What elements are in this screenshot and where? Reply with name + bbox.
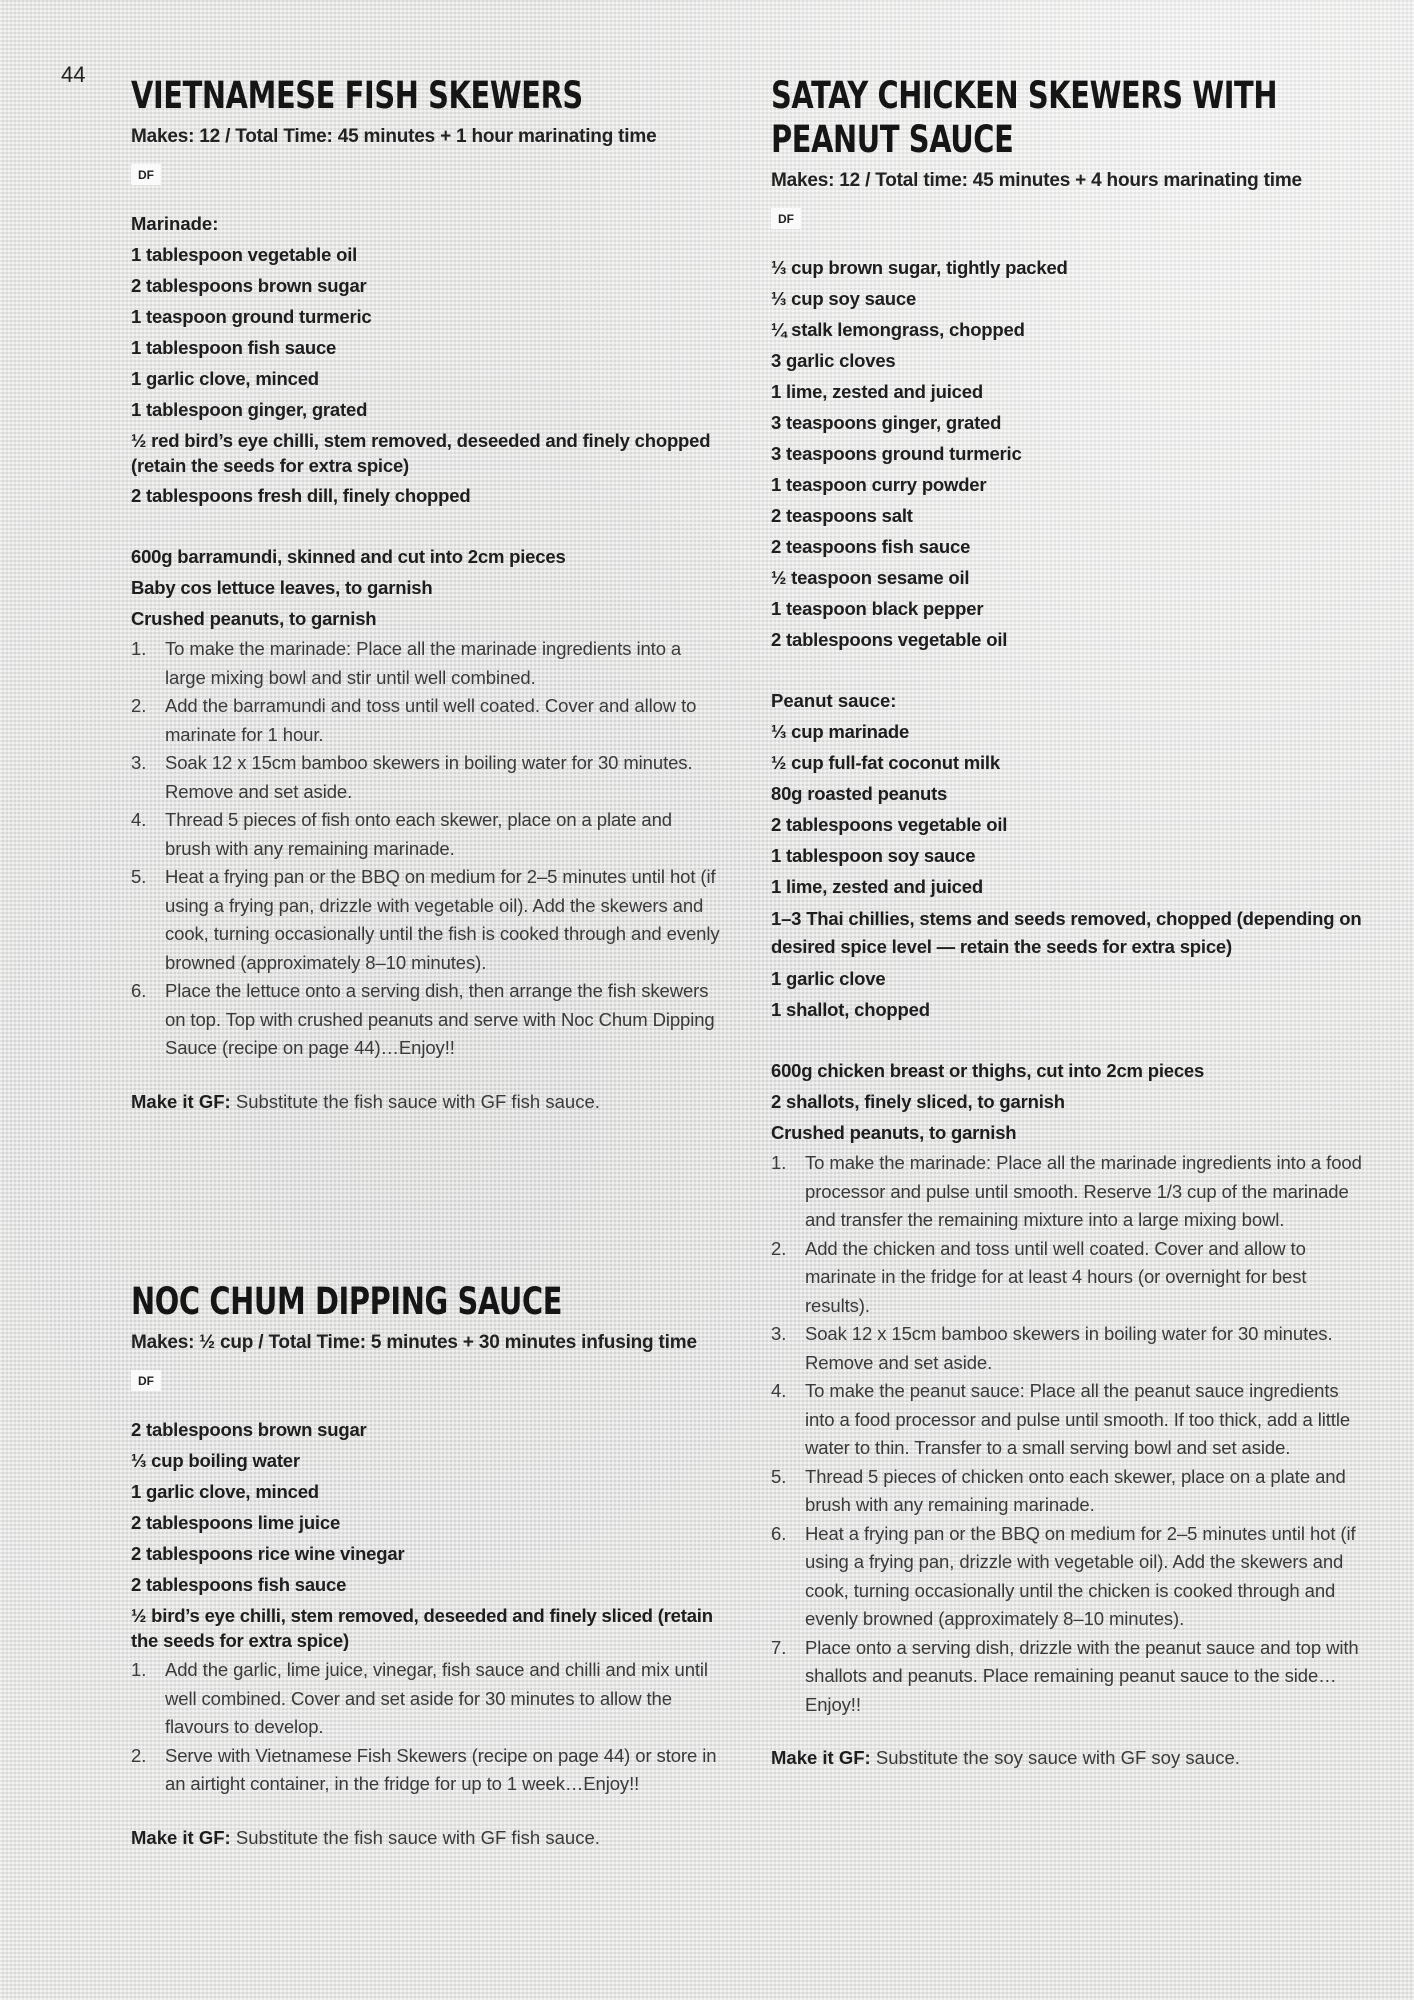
ingredient: 600g barramundi, skinned and cut into 2cm pieces (131, 546, 566, 567)
ingredient: 1 tablespoon soy sauce (771, 845, 976, 866)
step-number: 4. (131, 809, 147, 830)
marinade-heading: Marinade: (131, 213, 219, 234)
method-steps (131, 1656, 721, 1799)
gf-note (131, 1089, 721, 1115)
ingredient: 2 tablespoons brown sugar (131, 275, 367, 296)
ingredient: ¼ stalk lemongrass, chopped (771, 319, 1025, 340)
ingredient: 1 tablespoon fish sauce (131, 337, 337, 358)
marinade-list (771, 253, 1371, 656)
marinade-group (131, 209, 721, 512)
ingredients-list (131, 1415, 721, 1656)
ingredient: 600g chicken breast or thighs, cut into 2cm pieces (771, 1060, 1205, 1081)
step-text: Add the barramundi and toss until well coated. Cover and allow to marinate for 1 hour. (165, 695, 697, 745)
method-step (771, 1149, 1371, 1235)
recipe-vietnamese-fish-skewers (131, 74, 721, 1133)
step-text: Heat a frying pan or the BBQ on medium for 2–5 minutes until hot (if using a frying pan, drizzle with vegetable oil). Add the skewers and cook, turning occasionally until the chicken is cooked through and evenly browned (approximately 8–10 minutes). (805, 1522, 1356, 1629)
method-step (771, 1377, 1371, 1463)
ingredient: ½ red bird’s eye chilli, stem removed, deseeded and finely chopped (retain the seeds for extra spice) (131, 430, 711, 476)
step-number: 2. (771, 1237, 787, 1259)
gf-note (131, 1825, 721, 1851)
ingredient: 3 garlic cloves (771, 350, 896, 371)
ingredient: 1 tablespoon vegetable oil (131, 244, 358, 265)
marinade-list (131, 240, 721, 512)
ingredient: 1 teaspoon ground turmeric (131, 306, 372, 327)
page-number: 44 (61, 62, 86, 87)
method-step (771, 1320, 1371, 1377)
method-steps (131, 635, 721, 1063)
step-text: Add the chicken and toss until well coated. Cover and allow to marinate in the fridge for at least 4 hours (or overnight for best results). (805, 1237, 1307, 1316)
step-number: 3. (771, 1323, 787, 1344)
step-text: Thread 5 pieces of chicken onto each skewer, place on a plate and brush with any remaining marinade. (805, 1465, 1346, 1515)
recipe-satay-chicken-skewers (771, 74, 1371, 1790)
recipe-meta: Makes: 12 / Total time: 45 minutes + 4 hours marinating time (771, 170, 1302, 191)
ingredient: ⅓ cup boiling water (131, 1450, 300, 1471)
ingredient: ⅓ cup marinade (771, 721, 910, 742)
step-text: Serve with Vietnamese Fish Skewers (recipe on page 44) or store in an airtight container, in the fridge for up to 1 week…Enjoy!! (165, 1744, 717, 1794)
method-steps (771, 1149, 1371, 1719)
step-number: 6. (771, 1522, 787, 1544)
step-number: 2. (131, 695, 147, 716)
method-step (131, 635, 721, 692)
main-ingredients-group (131, 542, 721, 635)
ingredient: 80g roasted peanuts (771, 783, 948, 804)
peanut-sauce-heading: Peanut sauce: (771, 690, 897, 711)
gf-text: Substitute the fish sauce with GF fish sauce. (230, 1090, 600, 1112)
step-number: 1. (771, 1152, 787, 1173)
step-number: 3. (131, 752, 147, 773)
recipe-title: NOC CHUM DIPPING SAUCE (131, 1280, 563, 1323)
step-number: 2. (131, 1744, 147, 1766)
peanut-sauce-group (771, 686, 1371, 1026)
ingredient: 2 tablespoons vegetable oil (771, 814, 1008, 835)
ingredient: 2 tablespoons fish sauce (131, 1574, 347, 1595)
ingredient: 1 teaspoon black pepper (771, 598, 984, 619)
gf-label: Make it GF: (131, 1826, 231, 1848)
step-number: 6. (131, 980, 147, 1001)
recipe-meta: Makes: ½ cup / Total Time: 5 minutes + 30 minutes infusing time (131, 1332, 697, 1353)
gf-text: Substitute the soy sauce with GF soy sauce. (870, 1747, 1240, 1768)
ingredient: 2 tablespoons vegetable oil (771, 629, 1008, 650)
peanut-sauce-list (771, 717, 1371, 1026)
method-step (131, 863, 721, 977)
ingredient: 1 lime, zested and juiced (771, 876, 983, 897)
step-number: 7. (771, 1636, 787, 1658)
method-step (771, 1235, 1371, 1321)
ingredient: Crushed peanuts, to garnish (771, 1122, 1017, 1143)
main-ingredients-group (771, 1056, 1371, 1149)
method-step (771, 1463, 1371, 1520)
step-text: Thread 5 pieces of fish onto each skewer, place on a plate and brush with any remaining marinade. (165, 809, 672, 859)
method-step (131, 1742, 721, 1799)
ingredient: 1 lime, zested and juiced (771, 381, 983, 402)
method-step (771, 1520, 1371, 1634)
step-text: Soak 12 x 15cm bamboo skewers in boiling water for 30 minutes. Remove and set aside. (805, 1323, 1333, 1373)
step-number: 4. (771, 1380, 787, 1401)
ingredient: 2 tablespoons lime juice (131, 1512, 341, 1533)
ingredient: 1 teaspoon curry powder (771, 474, 987, 495)
step-text: Place onto a serving dish, drizzle with the peanut sauce and top with shallots and peanuts. Place remaining peanut sauce to the side…Enjoy!! (805, 1636, 1359, 1715)
method-step (771, 1634, 1371, 1720)
step-number: 1. (131, 638, 147, 659)
ingredient: Baby cos lettuce leaves, to garnish (131, 577, 433, 598)
ingredient: ½ teaspoon sesame oil (771, 567, 970, 588)
ingredient: 2 tablespoons fresh dill, finely chopped (131, 485, 471, 506)
ingredient: 1 garlic clove (771, 968, 886, 989)
gf-label: Make it GF: (771, 1747, 871, 1768)
recipe-title: VIETNAMESE FISH SKEWERS (131, 74, 583, 117)
step-number: 1. (131, 1659, 147, 1680)
step-text: Place the lettuce onto a serving dish, then arrange the fish skewers on top. Top with crushed peanuts and serve with Noc Chum Dipping Sauce (recipe on page 44)…Enjoy!! (165, 980, 715, 1058)
ingredient: ½ bird’s eye chilli, stem removed, deseeded and finely sliced (retain the seeds for extra spice) (131, 1605, 713, 1651)
method-step (131, 749, 721, 806)
step-text: Heat a frying pan or the BBQ on medium for 2–5 minutes until hot (if using a frying pan, drizzle with vegetable oil). Add the skewers and cook, turning occasionally until the fish is cooked through and evenly browned (approximately 8–10 minutes). (165, 866, 720, 973)
ingredient: Crushed peanuts, to garnish (131, 608, 377, 629)
ingredient: 2 tablespoons brown sugar (131, 1419, 367, 1440)
ingredient: ½ cup full-fat coconut milk (771, 752, 1000, 773)
dairy-free-badge: DF (131, 164, 161, 185)
dairy-free-badge: DF (131, 1370, 161, 1391)
step-number: 5. (771, 1465, 787, 1487)
recipe-title-line-1: SATAY CHICKEN SKEWERS WITH (771, 74, 1278, 117)
main-ingredients-list (131, 542, 721, 635)
recipe-title (771, 74, 1278, 162)
recipe-noc-chum-dipping-sauce (131, 1280, 721, 1869)
step-text: To make the marinade: Place all the marinade ingredients into a food processor and pulse until smooth. Reserve 1/3 cup of the marinade and transfer the remaining mixture into a large mixing bowl. (805, 1152, 1362, 1230)
step-text: To make the peanut sauce: Place all the peanut sauce ingredients into a food processor and pulse until smooth. If too thick, add a little water to thin. Transfer to a small serving bowl and set aside. (805, 1380, 1351, 1458)
ingredient: 1–3 Thai chillies, stems and seeds removed, chopped (depending on desired spice level — retain the seeds for extra spice) (771, 908, 1362, 957)
ingredient: ⅓ cup brown sugar, tightly packed (771, 257, 1068, 278)
ingredient: 3 teaspoons ginger, grated (771, 412, 1002, 433)
recipe-meta: Makes: 12 / Total Time: 45 minutes + 1 hour marinating time (131, 126, 657, 147)
ingredient: 2 shallots, finely sliced, to garnish (771, 1091, 1065, 1112)
dairy-free-badge: DF (771, 208, 801, 229)
ingredient: 2 tablespoons rice wine vinegar (131, 1543, 405, 1564)
step-text: Add the garlic, lime juice, vinegar, fish sauce and chilli and mix until well combined. Cover and set aside for 30 minutes to allow the flavours to develop. (165, 1659, 708, 1737)
recipe-title-line-2: PEANUT SAUCE (771, 118, 1014, 161)
ingredient: 1 tablespoon ginger, grated (131, 399, 368, 420)
gf-text: Substitute the fish sauce with GF fish sauce. (230, 1826, 600, 1848)
gf-label: Make it GF: (131, 1090, 231, 1112)
ingredient: 2 teaspoons fish sauce (771, 536, 971, 557)
ingredient: 1 garlic clove, minced (131, 1481, 319, 1502)
marinade-group (771, 253, 1371, 656)
gf-note (771, 1745, 1371, 1771)
method-step (131, 977, 721, 1063)
step-text: Soak 12 x 15cm bamboo skewers in boiling water for 30 minutes. Remove and set aside. (165, 752, 693, 802)
ingredient: 3 teaspoons ground turmeric (771, 443, 1022, 464)
ingredient: 1 shallot, chopped (771, 999, 930, 1020)
ingredient: 1 garlic clove, minced (131, 368, 319, 389)
step-text: To make the marinade: Place all the marinade ingredients into a large mixing bowl and stir until well combined. (165, 638, 682, 688)
method-step (131, 692, 721, 749)
step-number: 5. (131, 866, 147, 887)
ingredients-group (131, 1415, 721, 1656)
ingredient: ⅓ cup soy sauce (771, 288, 917, 309)
method-step (131, 806, 721, 863)
ingredient: 2 teaspoons salt (771, 505, 913, 526)
main-ingredients-list (771, 1056, 1371, 1149)
method-step (131, 1656, 721, 1742)
